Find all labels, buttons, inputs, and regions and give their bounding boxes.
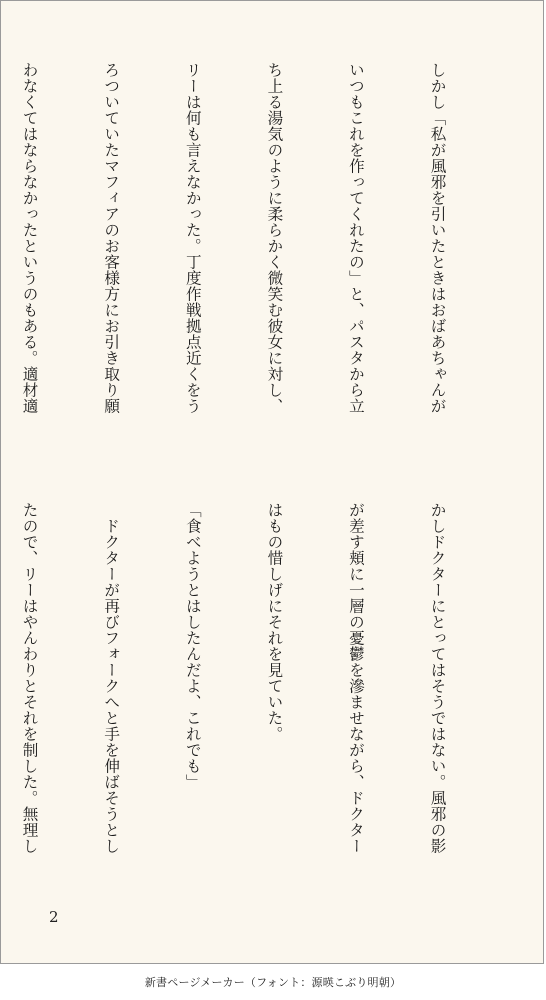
text-line: 「食べようとはしたんだよ、これでも」	[183, 502, 202, 790]
text-line: わなくてはならなかったというのもある。適材適	[20, 62, 39, 414]
text-block-lower	[20, 502, 505, 900]
text-block-upper	[20, 62, 505, 462]
text-line: リーは何も言えなかった。丁度作戦拠点近くをう	[183, 62, 202, 414]
page-number: 2	[49, 908, 59, 926]
text-line: ドクターが再びフォークへと手を伸ばそうとし	[102, 502, 121, 854]
text-line: ち上る湯気のように柔らかく微笑む彼女に対し、	[265, 62, 284, 414]
text-line: はもの惜しげにそれを見ていた。	[265, 502, 284, 742]
footer-credit: 新書ページメーカー（フォント：源暎こぶり明朝）	[144, 976, 402, 989]
text-line: ろついていたマフィアのお客様方にお引き取り願	[102, 62, 121, 414]
text-line: かしドクターにとってはそうではない。風邪の影	[428, 502, 447, 854]
text-line: たので、リーはやんわりとそれを制した。無理し	[20, 502, 39, 854]
text-line: いつもこれを作ってくれたの」と、パスタから立	[346, 62, 365, 414]
text-line: しかし「私が風邪を引いたときはおばあちゃんが	[428, 62, 447, 414]
text-line: が差す頬に一層の憂鬱を滲ませながら、ドクター	[346, 502, 365, 854]
